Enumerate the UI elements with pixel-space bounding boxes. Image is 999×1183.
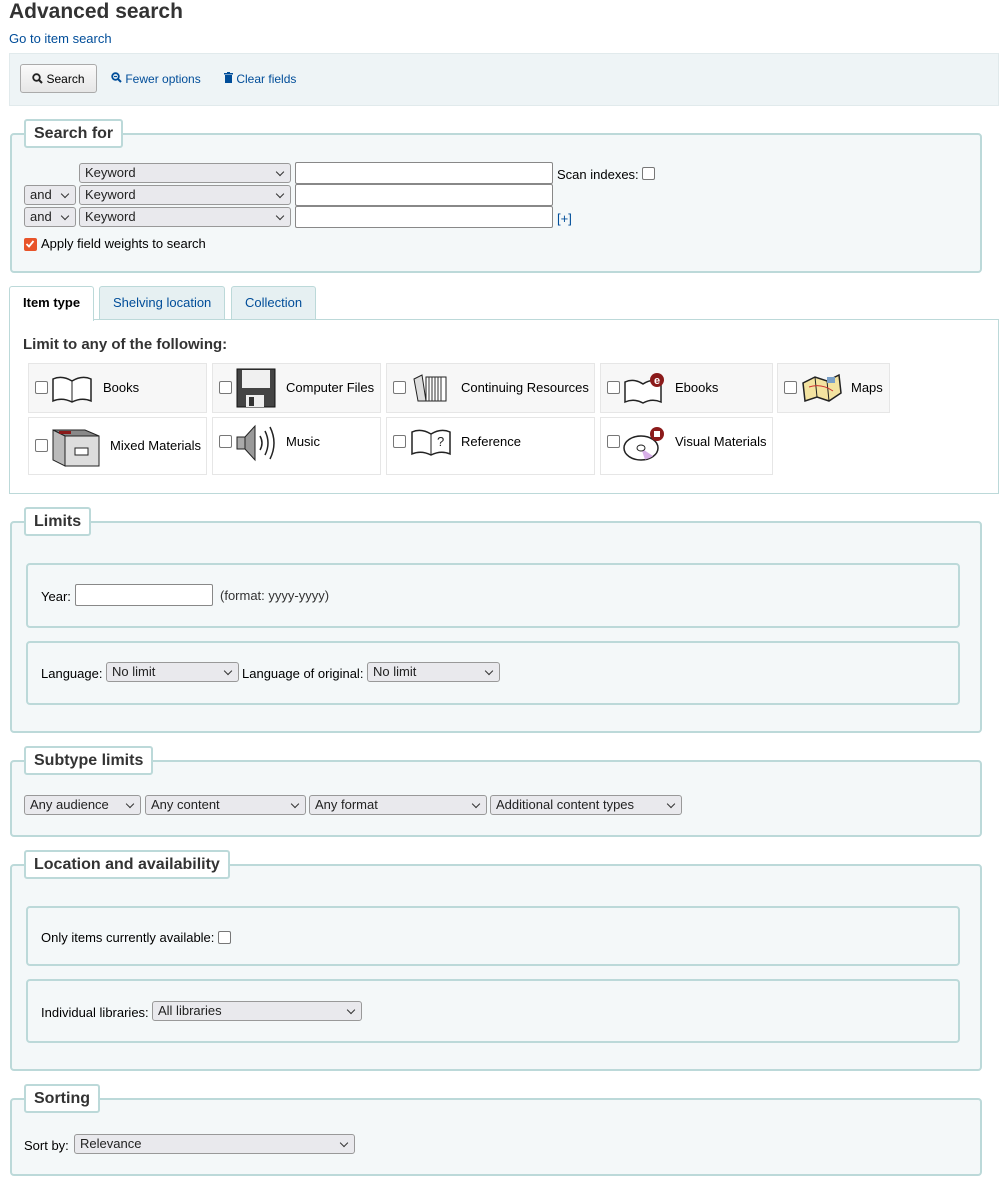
checkbox[interactable] — [393, 381, 406, 394]
search-button-label: Search — [46, 71, 85, 86]
speaker-icon — [235, 424, 279, 462]
tab-item-type[interactable]: Item type — [9, 286, 94, 321]
item-type-continuing-resources[interactable] — [386, 363, 595, 413]
checkbox[interactable] — [35, 439, 48, 452]
item-search-link[interactable]: Go to item search — [9, 31, 112, 46]
scan-indexes-checkbox[interactable] — [642, 167, 655, 180]
item-type-music[interactable] — [212, 417, 381, 475]
item-type-maps[interactable] — [777, 363, 890, 413]
item-type-panel — [9, 319, 999, 494]
year-box — [26, 563, 960, 628]
add-row-link[interactable]: [+] — [557, 211, 572, 226]
toolbar — [9, 53, 999, 106]
sort-label: Sort by: — [24, 1138, 69, 1153]
available-checkbox[interactable] — [218, 931, 231, 944]
year-format-hint: (format: yyyy-yyyy) — [220, 588, 330, 603]
label: Continuing Resources — [461, 380, 589, 395]
location-legend: Location and availability — [24, 850, 230, 879]
label: Mixed Materials — [110, 438, 202, 453]
item-type-visual-materials[interactable] — [600, 417, 773, 475]
additional-content-select[interactable]: Additional content types — [490, 795, 682, 815]
svg-text:?: ? — [437, 434, 445, 449]
index-select-1[interactable]: Keyword — [79, 163, 291, 183]
trash-icon — [224, 72, 233, 83]
field-weights-label: Apply field weights to search — [41, 236, 206, 251]
search-button[interactable] — [20, 64, 97, 93]
check-icon — [25, 239, 35, 249]
subtype-legend: Subtype limits — [24, 746, 153, 775]
periodicals-icon — [412, 373, 450, 403]
checkbox[interactable] — [219, 435, 232, 448]
libraries-select[interactable]: All libraries — [152, 1001, 362, 1021]
libraries-box — [26, 979, 960, 1043]
item-type-books[interactable] — [28, 363, 207, 413]
label: Visual Materials — [675, 434, 767, 449]
search-term-input-1[interactable] — [295, 162, 553, 184]
label: Maps — [851, 380, 883, 395]
available-label: Only items currently available: — [41, 930, 215, 945]
libraries-label: Individual libraries: — [41, 1005, 149, 1020]
index-select-2[interactable]: Keyword — [79, 185, 291, 205]
page-title: Advanced search — [9, 0, 183, 23]
sorting-fieldset — [10, 1098, 982, 1176]
audience-select[interactable]: Any audience — [24, 795, 141, 815]
box-icon — [51, 427, 101, 467]
fewer-options-label: Fewer options — [125, 72, 201, 86]
item-type-reference[interactable] — [386, 417, 595, 475]
search-for-legend: Search for — [24, 119, 123, 148]
limits-fieldset — [10, 521, 982, 733]
sort-select[interactable]: Relevance — [74, 1134, 355, 1154]
field-weights-checkbox[interactable] — [24, 238, 37, 251]
label: Computer Files — [286, 380, 375, 395]
checkbox[interactable] — [607, 435, 620, 448]
year-label: Year: — [41, 589, 71, 604]
checkbox[interactable] — [607, 381, 620, 394]
operator-select-2[interactable]: and — [24, 185, 76, 205]
content-select[interactable]: Any content — [145, 795, 306, 815]
language-label: Language: — [41, 666, 103, 681]
tab-shelving-location[interactable]: Shelving location — [99, 286, 225, 320]
svg-text:e: e — [653, 375, 661, 387]
map-icon — [801, 373, 843, 403]
label: Reference — [461, 434, 521, 449]
item-type-ebooks[interactable] — [600, 363, 773, 413]
search-icon — [32, 73, 43, 84]
index-select-3[interactable]: Keyword — [79, 207, 291, 227]
year-input[interactable] — [75, 584, 213, 606]
item-type-mixed-materials[interactable] — [28, 417, 207, 475]
format-select[interactable]: Any format — [309, 795, 487, 815]
zoom-out-icon — [111, 72, 122, 83]
location-fieldset — [10, 864, 982, 1071]
limits-legend: Limits — [24, 507, 91, 536]
scan-indexes-label: Scan indexes: — [557, 167, 639, 182]
checkbox[interactable] — [35, 381, 48, 394]
orig-language-label: Language of original: — [242, 666, 364, 681]
clear-fields-link[interactable] — [224, 72, 296, 86]
clear-fields-label: Clear fields — [236, 72, 297, 86]
book-icon — [51, 373, 93, 405]
disc-icon — [623, 426, 667, 462]
search-term-input-3[interactable] — [295, 206, 553, 228]
language-box — [26, 641, 960, 705]
ebook-icon — [623, 372, 665, 406]
checkbox[interactable] — [219, 381, 232, 394]
limit-heading: Limit to any of the following: — [23, 336, 228, 353]
availability-box — [26, 906, 960, 966]
label: Music — [286, 434, 320, 449]
subtype-fieldset — [10, 760, 982, 837]
reference-book-icon — [410, 426, 452, 458]
operator-select-3[interactable]: and — [24, 207, 76, 227]
floppy-disk-icon — [236, 368, 276, 408]
tab-collection[interactable]: Collection — [231, 286, 316, 320]
checkbox[interactable] — [393, 435, 406, 448]
label: Books — [103, 380, 140, 395]
item-type-computer-files[interactable] — [212, 363, 381, 413]
language-select[interactable]: No limit — [106, 662, 239, 682]
search-term-input-2[interactable] — [295, 184, 553, 206]
checkbox[interactable] — [784, 381, 797, 394]
orig-language-select[interactable]: No limit — [367, 662, 500, 682]
fewer-options-link[interactable] — [111, 72, 201, 86]
label: Ebooks — [675, 380, 719, 395]
sorting-legend: Sorting — [24, 1084, 100, 1113]
